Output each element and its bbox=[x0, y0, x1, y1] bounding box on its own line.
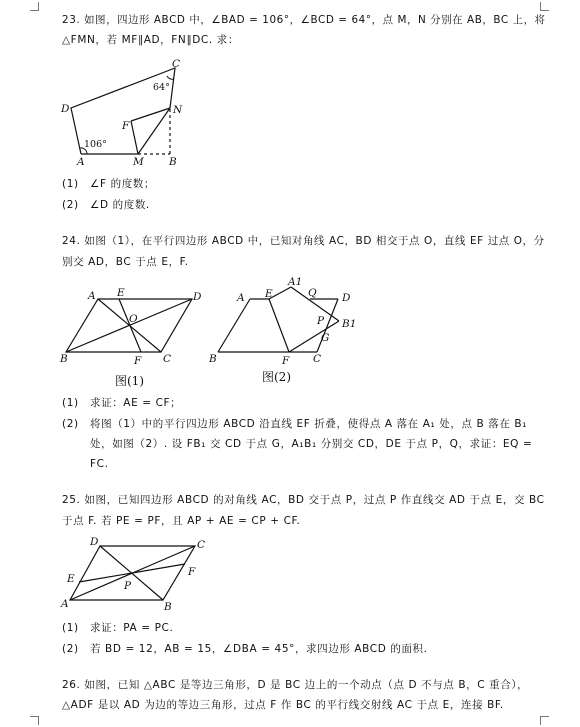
q25-figure bbox=[55, 530, 205, 620]
q23-label-a: A bbox=[77, 156, 85, 168]
q24-f1-label-c: C bbox=[163, 353, 172, 365]
corner-mark-top-right bbox=[540, 2, 549, 11]
q24-item2-num: (2) bbox=[62, 418, 79, 430]
q23-angle-a: 106° bbox=[84, 139, 107, 150]
q24-f1-label-a: A bbox=[88, 290, 96, 302]
q25-label-e: E bbox=[67, 573, 75, 585]
q23-label-n: N bbox=[173, 104, 183, 116]
q24-line1: 24. 如图（1），在平行四边形 ABCD 中，已知对角线 AC，BD 相交于点 O，直线 EF 过点 O，分 bbox=[62, 235, 545, 247]
q24-figure-2 bbox=[205, 276, 365, 386]
q24-item1-num: (1) bbox=[62, 397, 79, 409]
corner-mark-bottom-left bbox=[30, 716, 39, 725]
q24-f2-label-c: C bbox=[313, 353, 322, 365]
q24-f2-label-q: Q bbox=[308, 287, 317, 299]
q23-label-b: B bbox=[169, 156, 177, 168]
q23-label-f: F bbox=[122, 120, 130, 132]
q23-item2-num: (2) bbox=[62, 199, 79, 211]
q24-f1-label-d: D bbox=[193, 291, 202, 303]
q24-item2-line3: FC. bbox=[90, 458, 109, 470]
q24-f2-label-f: F bbox=[282, 355, 290, 367]
q25-line2: 于点 F. 若 PE = PF，且 AP + AE = CP + CF. bbox=[62, 515, 301, 527]
q24-f2-label-b: B bbox=[209, 353, 217, 365]
q24-f1-caption: 图(1) bbox=[115, 374, 144, 388]
corner-mark-top-left bbox=[30, 2, 39, 11]
q25-item2-num: (2) bbox=[62, 643, 79, 655]
q23-item1-num: (1) bbox=[62, 178, 79, 190]
q24-f1-label-o: O bbox=[129, 313, 138, 325]
q25-label-c: C bbox=[197, 539, 205, 551]
q24-f2-label-g: G bbox=[321, 332, 330, 344]
q24-f1-label-f: F bbox=[134, 355, 142, 367]
q24-f2-label-b1: B1 bbox=[342, 318, 357, 330]
q25-label-d: D bbox=[90, 536, 99, 548]
q25-label-b: B bbox=[164, 601, 172, 613]
q24-f2-label-a1: A1 bbox=[288, 276, 303, 288]
q24-f1-label-e: E bbox=[117, 287, 125, 299]
q24-f2-caption: 图(2) bbox=[262, 370, 291, 384]
q23-line1: 23. 如图，四边形 ABCD 中，∠BAD = 106°，∠BCD = 64°，点 M，N 分别在 AB，BC 上，将 bbox=[62, 14, 546, 26]
corner-mark-bottom-right bbox=[540, 716, 549, 725]
q23-figure bbox=[55, 58, 195, 168]
q24-item2-line2: 处，如图（2）. 设 FB₁ 交 CD 于点 G，A₁B₁ 分别交 CD，DE 于点 P，Q，求证：EQ = bbox=[90, 438, 533, 450]
q25-line1: 25. 如图，已知四边形 ABCD 的对角线 AC，BD 交于点 P，过点 P 作直线交 AD 于点 E，交 BC bbox=[62, 494, 545, 506]
q25-label-p: P bbox=[124, 580, 132, 592]
q25-item2: 若 BD = 12，AB = 15，∠DBA = 45°，求四边形 ABCD 的面积. bbox=[90, 643, 428, 655]
q26-line1: 26. 如图，已知 △ABC 是等边三角形，D 是 BC 边上的一个动点（点 D 不与点 B，C 重合）， bbox=[62, 679, 529, 691]
q23-label-m: M bbox=[133, 156, 144, 168]
q24-f2-label-e: E bbox=[265, 288, 273, 300]
q25-item1-num: (1) bbox=[62, 622, 79, 634]
q24-f2-label-d: D bbox=[342, 292, 351, 304]
q24-line2: 别交 AD，BC 于点 E，F. bbox=[62, 256, 189, 268]
q23-item1: ∠F 的度数； bbox=[90, 178, 155, 190]
q24-item2-line1: 将图（1）中的平行四边形 ABCD 沿直线 EF 折叠，使得点 A 落在 A₁ 处，点 B 落在 B₁ bbox=[90, 418, 527, 430]
q23-item2: ∠D 的度数. bbox=[90, 199, 150, 211]
q24-figure-1 bbox=[55, 282, 205, 392]
q24-f2-label-a: A bbox=[237, 292, 245, 304]
q23-angle-c: 64° bbox=[153, 82, 170, 93]
q24-f2-label-p: P bbox=[317, 315, 325, 327]
q26-line2: △ADF 是以 AD 为边的等边三角形，过点 F 作 BC 的平行线交射线 AC 于点 E，连接 BF. bbox=[62, 699, 504, 711]
q24-f1-label-b: B bbox=[60, 353, 68, 365]
q25-label-f: F bbox=[188, 566, 196, 578]
q23-line2: △FMN，若 MF∥AD，FN∥DC. 求： bbox=[62, 34, 239, 46]
q23-label-c: C bbox=[172, 58, 181, 70]
q25-label-a: A bbox=[61, 598, 69, 610]
q23-label-d: D bbox=[61, 103, 70, 115]
q25-item1: 求证：PA = PC. bbox=[90, 622, 174, 634]
q24-item1: 求证：AE = CF； bbox=[90, 397, 182, 409]
